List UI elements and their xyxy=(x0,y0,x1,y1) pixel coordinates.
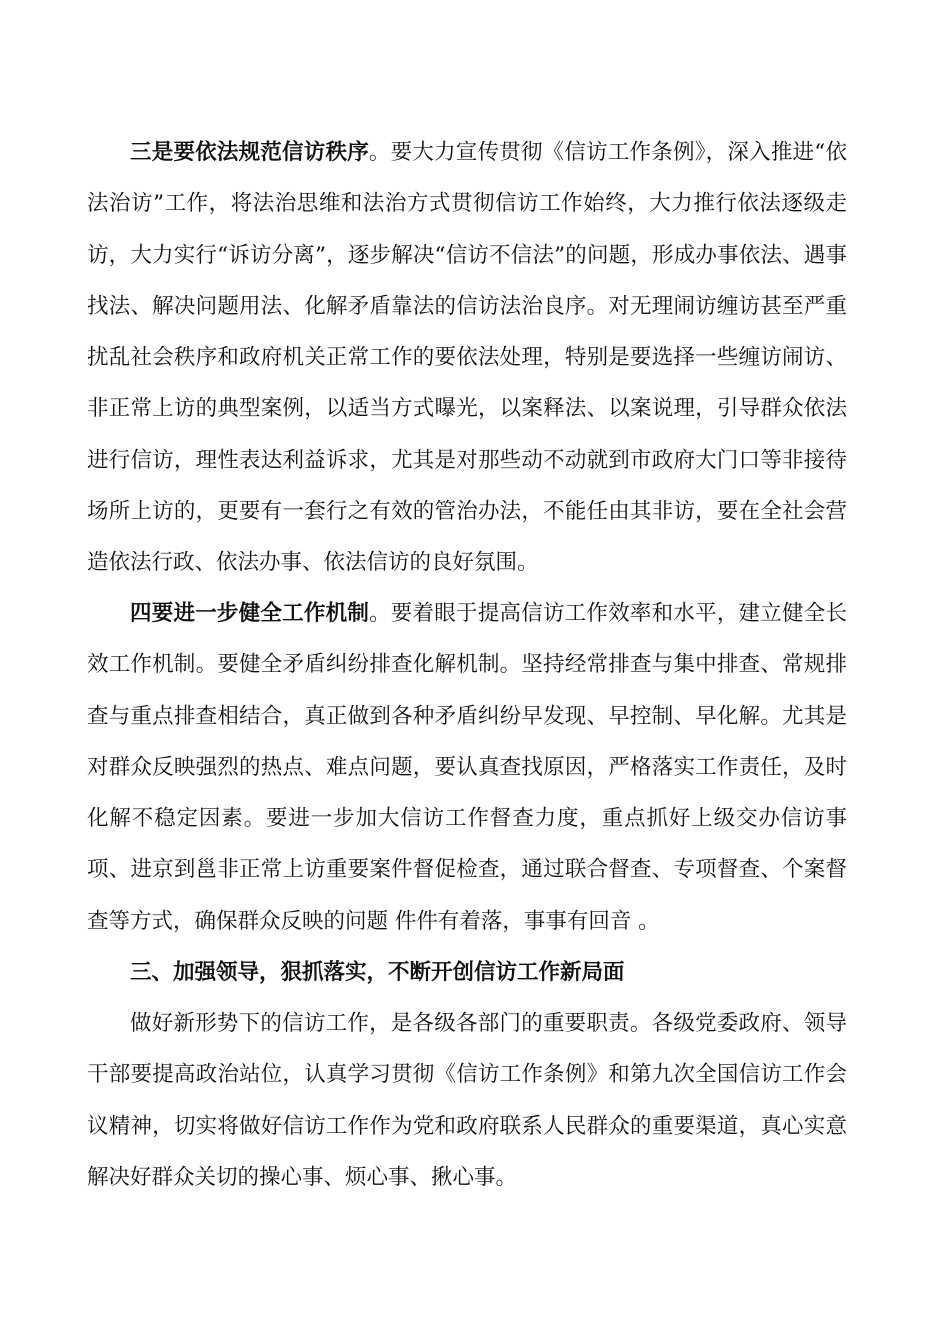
paragraph-order-by-law xyxy=(87,127,847,589)
paragraph-body-text: 做好新形势下的信访工作，是各级各部门的重要职责。各级党委政府、领导干部要提高政治站位，认真学习贯彻《信访工作条例》和第九次全国信访工作会议精神，切实将做好信访工作作为党和政府联系人民群众的重要渠道，真心实意解决好群众关切的操心事、烦心事、揪心事。 xyxy=(87,1011,847,1190)
paragraph-lead-text: 四要进一步健全工作机制 xyxy=(130,601,370,626)
paragraph-body-text: 。要着眼于提高信访工作效率和水平，建立健全长效工作机制。要健全矛盾纠纷排查化解机制。坚持经常排查与集中排查、常规排查与重点排查相结合，真正做到各种矛盾纠纷早发现、早控制、早化解。尤其是对群众反映强烈的热点、难点问题，要认真查找原因，严格落实工作责任，及时化解不稳定因素。要进一步加大信访工作督查力度，重点抓好上级交办信访事项、进京到邕非正常上访重要案件督促检查，通过联合督查、专项督查、个案督查等方式，确保群众反映的问题 件件有着落，事事有回音 。 xyxy=(87,601,847,934)
paragraph-work-mechanism xyxy=(87,588,847,947)
paragraph-leadership xyxy=(87,998,847,1203)
section-heading-text: 三、加强领导，狠抓落实，不断开创信访工作新局面 xyxy=(130,960,625,985)
section-heading xyxy=(87,947,847,998)
paragraph-body-text: 。要大力宣传贯彻《信访工作条例》，深入推进“依法治访”工作，将法治思维和法治方式贯彻信访工作始终，大力推行依法逐级走访，大力实行“诉访分离”，逐步解决“信访不信法”的问题，形成办事依法、遇事找法、解决问题用法、化解矛盾靠法的信访法治良序。对无理闹访缠访甚至严重扰乱社会秩序和政府机关正常工作的要依法处理，特别是要选择一些缠访闹访、非正常上访的典型案例，以适当方式曝光，以案释法、以案说理，引导群众依法进行信访，理性表达利益诉求，尤其是对那些动不动就到市政府大门口等非接待场所上访的，更要有一套行之有效的管治办法，不能任由其非访，要在全社会营造依法行政、依法办事、依法信访的良好氛围。 xyxy=(87,140,847,576)
paragraph-lead-text: 三是要依法规范信访秩序 xyxy=(130,140,369,165)
